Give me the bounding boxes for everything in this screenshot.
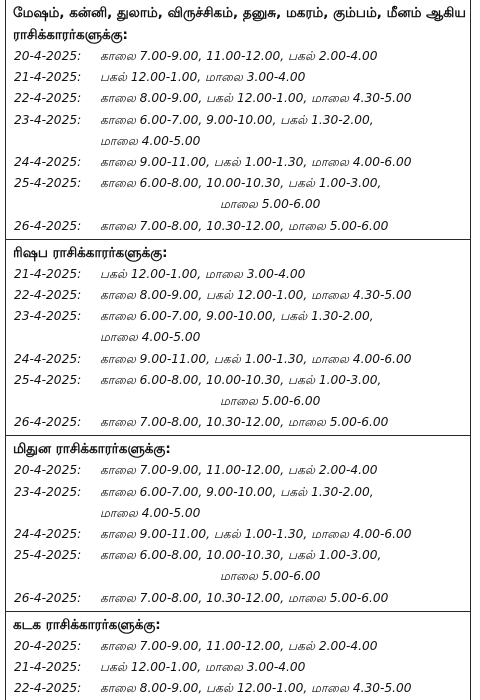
row-continuation: மாலை 5.00-6.00: [220, 569, 321, 584]
row-times: காலை 9.00-11.00, பகல் 1.00-1.30, மாலை 4.00-6.00: [100, 155, 412, 170]
schedule-row: [6, 460, 470, 481]
section-heading: மிதுன ராசிக்காரர்களுக்கு:: [13, 441, 171, 458]
schedule-row: [6, 264, 470, 285]
schedule-row: [6, 482, 470, 503]
row-date: 22-4-2025:: [14, 681, 82, 696]
zodiac-section: [6, 436, 470, 611]
row-times: காலை 7.00-9.00, 11.00-12.00, பகல் 2.00-4.00: [100, 49, 378, 63]
row-times: பகல் 12.00-1.00, மாலை 3.00-4.00: [100, 660, 306, 675]
zodiac-section: [6, 240, 470, 437]
row-times: காலை 7.00-8.00, 10.30-12.00, மாலை 5.00-6.00: [100, 218, 389, 233]
row-date: 24-4-2025:: [14, 155, 82, 170]
schedule-row: [6, 110, 470, 131]
schedule-row: [6, 588, 470, 609]
row-date: 22-4-2025:: [14, 91, 82, 106]
row-date: 21-4-2025:: [14, 266, 82, 281]
row-date: 22-4-2025:: [14, 288, 82, 303]
row-date: 25-4-2025:: [14, 548, 82, 563]
row-times: காலை 6.00-7.00, 9.00-10.00, பகல் 1.30-2.00,: [100, 484, 374, 499]
schedule-row: [6, 657, 470, 678]
row-date: 26-4-2025:: [14, 218, 82, 233]
row-times: காலை 6.00-8.00, 10.00-10.30, பகல் 1.00-3.00,: [100, 372, 382, 387]
section-heading: கடக ராசிக்காரர்களுக்கு:: [13, 616, 161, 633]
row-date: 20-4-2025:: [14, 49, 82, 63]
row-times: காலை 7.00-9.00, 11.00-12.00, பகல் 2.00-4.00: [100, 638, 378, 653]
schedule-row: [6, 545, 470, 566]
schedule-row: [6, 173, 470, 194]
row-continuation: மாலை 4.00-5.00: [100, 505, 201, 520]
row-date: 24-4-2025:: [14, 527, 82, 542]
schedule-row: [6, 636, 470, 657]
schedule-row: [6, 67, 470, 88]
row-times: காலை 6.00-7.00, 9.00-10.00, பகல் 1.30-2.00,: [100, 309, 374, 324]
row-continuation: மாலை 4.00-5.00: [100, 133, 201, 148]
row-date: 25-4-2025:: [14, 176, 82, 191]
schedule-row: [6, 46, 470, 67]
row-date: 21-4-2025:: [14, 70, 82, 85]
row-date: 21-4-2025:: [14, 660, 82, 675]
row-date: 25-4-2025:: [14, 372, 82, 387]
row-times: பகல் 12.00-1.00, மாலை 3.00-4.00: [100, 266, 306, 281]
row-times: காலை 6.00-8.00, 10.00-10.30, பகல் 1.00-3.00,: [100, 176, 382, 191]
schedule-row: [6, 678, 470, 699]
schedule-row: [6, 412, 470, 433]
zodiac-section: [6, 612, 470, 700]
row-times: காலை 6.00-8.00, 10.00-10.30, பகல் 1.00-3.00,: [100, 548, 382, 563]
row-times: காலை 8.00-9.00, பகல் 12.00-1.00, மாலை 4.30-5.00: [100, 681, 412, 696]
row-times: காலை 7.00-9.00, 11.00-12.00, பகல் 2.00-4.00: [100, 463, 378, 478]
row-date: 24-4-2025:: [14, 351, 82, 366]
row-continuation: மாலை 4.00-5.00: [100, 330, 201, 345]
row-date: 20-4-2025:: [14, 463, 82, 478]
row-continuation: மாலை 5.00-6.00: [220, 197, 321, 212]
row-date: 26-4-2025:: [14, 590, 82, 605]
schedule-row: [6, 349, 470, 370]
schedule-row: [6, 216, 470, 237]
zodiac-section: [6, 0, 470, 240]
row-times: காலை 9.00-11.00, பகல் 1.00-1.30, மாலை 4.00-6.00: [100, 527, 412, 542]
schedule-row: [6, 285, 470, 306]
schedule-row: [6, 370, 470, 391]
row-date: 20-4-2025:: [14, 638, 82, 653]
schedule-row: [6, 152, 470, 173]
schedule-row: [6, 88, 470, 109]
row-times: காலை 7.00-8.00, 10.30-12.00, மாலை 5.00-6.00: [100, 415, 389, 430]
row-times: காலை 7.00-8.00, 10.30-12.00, மாலை 5.00-6.00: [100, 590, 389, 605]
row-times: காலை 8.00-9.00, பகல் 12.00-1.00, மாலை 4.30-5.00: [100, 91, 412, 106]
row-times: பகல் 12.00-1.00, மாலை 3.00-4.00: [100, 70, 306, 85]
row-date: 23-4-2025:: [14, 484, 82, 499]
row-date: 23-4-2025:: [14, 112, 82, 127]
row-times: காலை 8.00-9.00, பகல் 12.00-1.00, மாலை 4.30-5.00: [100, 288, 412, 303]
schedule-row: [6, 524, 470, 545]
row-times: காலை 6.00-7.00, 9.00-10.00, பகல் 1.30-2.00,: [100, 112, 374, 127]
schedule-row: [6, 306, 470, 327]
row-continuation: மாலை 5.00-6.00: [220, 394, 321, 409]
row-times: காலை 9.00-11.00, பகல் 1.00-1.30, மாலை 4.00-6.00: [100, 351, 412, 366]
section-heading: மேஷம், கன்னி, துலாம், விருச்சிகம், தனுசு, மகரம், கும்பம், மீனம் ஆகிய ராசிக்காரர்களுக்கு:: [13, 5, 466, 43]
row-date: 26-4-2025:: [14, 415, 82, 430]
schedule-page: [5, 0, 471, 700]
row-date: 23-4-2025:: [14, 309, 82, 324]
section-heading: ரிஷப ராசிக்காரர்களுக்கு:: [13, 244, 168, 261]
